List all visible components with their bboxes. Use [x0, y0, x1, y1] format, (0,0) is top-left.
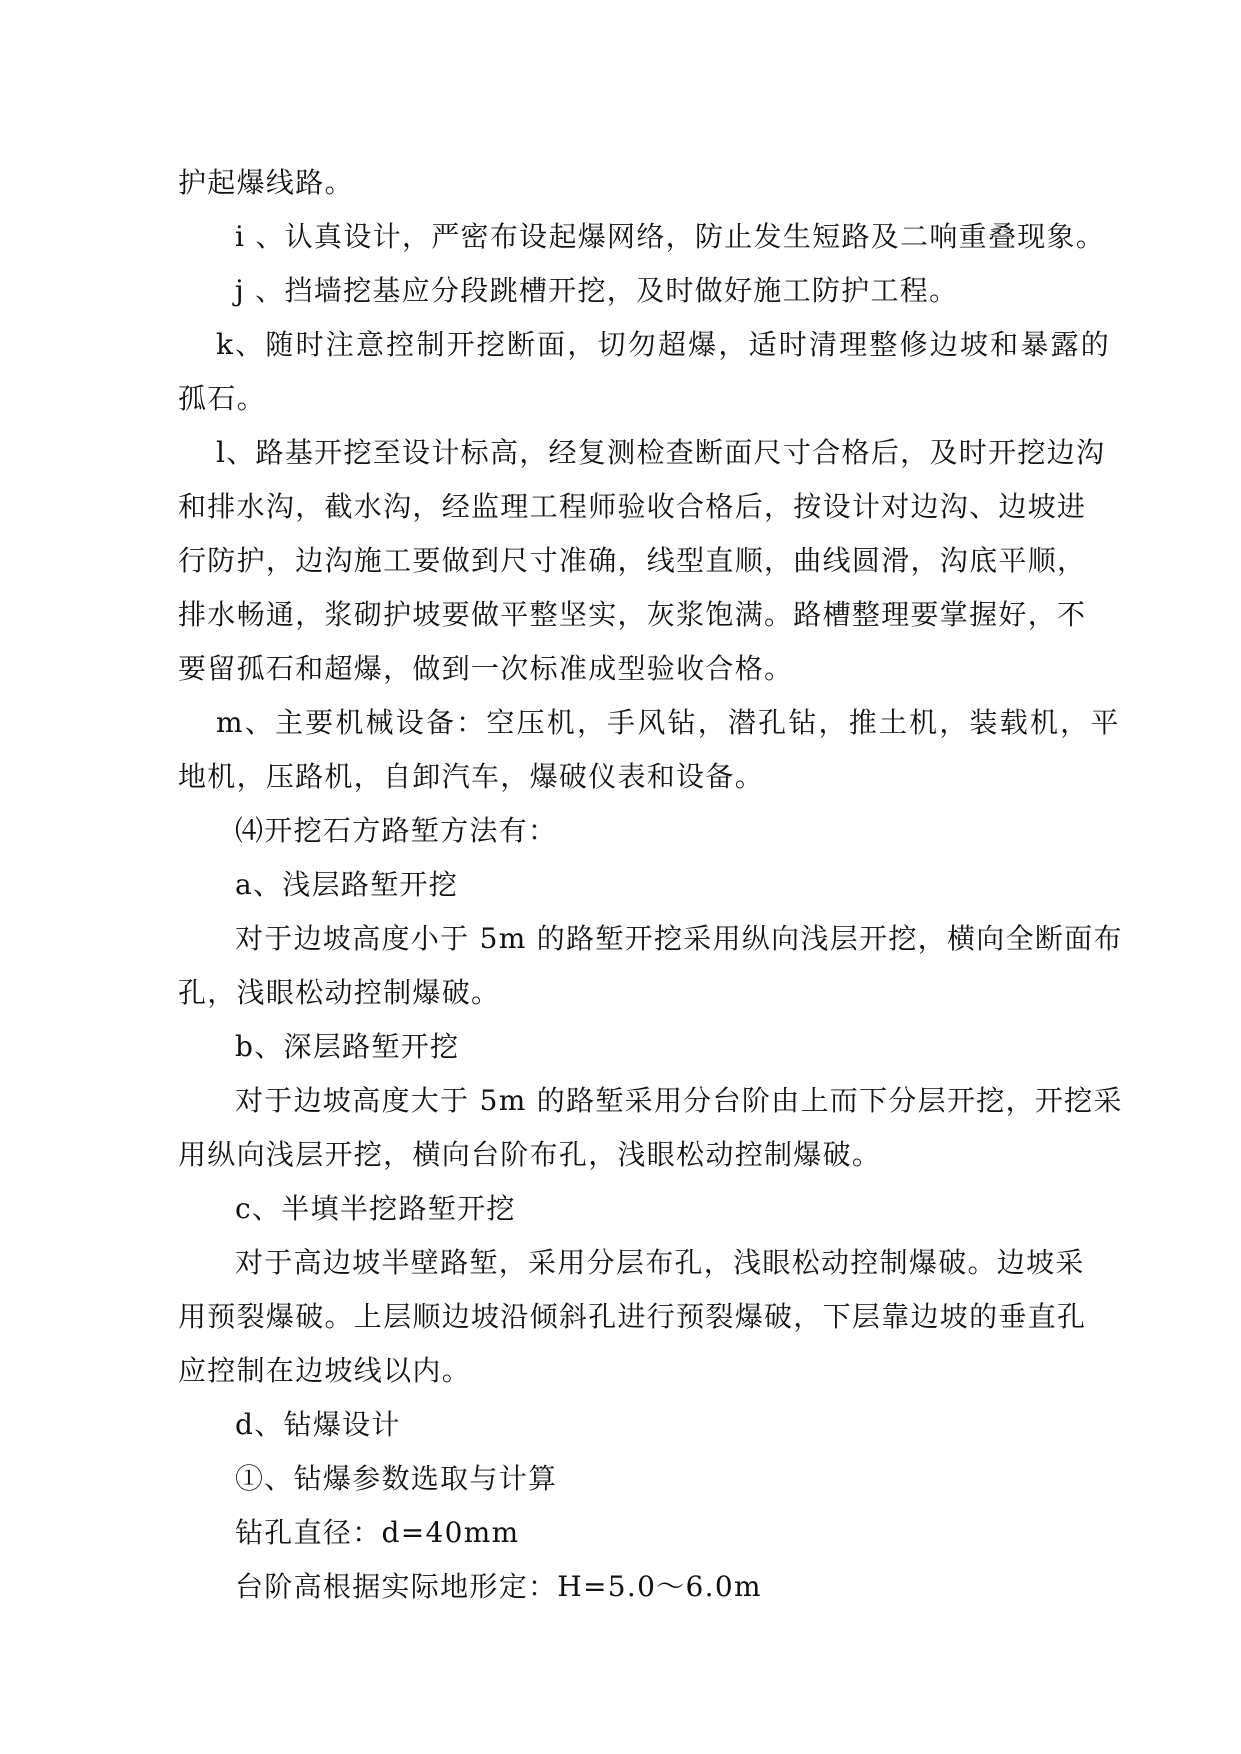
text-line: 孔，浅眼松动控制爆破。	[178, 976, 501, 1009]
text-line: 对于边坡高度大于 5m 的路堑采用分台阶由上而下分层开挖，开挖采	[235, 1084, 1123, 1117]
text-line: 行防护，边沟施工要做到尺寸准确，线型直顺，曲线圆滑，沟底平顺，	[178, 544, 1087, 577]
text-line: j 、挡墙挖基应分段跳槽开挖，及时做好施工防护工程。	[235, 274, 959, 307]
text-line: 对于高边坡半壁路堑，采用分层布孔，浅眼松动控制爆破。边坡采	[235, 1246, 1085, 1279]
text-line: a、浅层路堑开挖	[235, 868, 459, 901]
document-body	[178, 156, 1123, 1614]
text-line: m、主要机械设备：空压机，手风钻，潜孔钻，推土机，装载机，平	[216, 706, 1121, 739]
text-line: 和排水沟，截水沟，经监理工程师验收合格后，按设计对边沟、边坡进	[178, 490, 1087, 523]
text-line: 要留孤石和超爆，做到一次标准成型验收合格。	[178, 652, 794, 685]
text-line: ①、钻爆参数选取与计算	[235, 1462, 558, 1495]
text-line: l、路基开挖至设计标高，经复测检查断面尺寸合格后，及时开挖边沟	[216, 436, 1106, 469]
text-line: 孤石。	[178, 382, 266, 415]
text-line: 用预裂爆破。上层顺边坡沿倾斜孔进行预裂爆破，下层靠边坡的垂直孔	[178, 1300, 1087, 1333]
text-line: 应控制在边坡线以内。	[178, 1354, 472, 1387]
text-line: 排水畅通，浆砌护坡要做平整坚实，灰浆饱满。路槽整理要掌握好，不	[178, 598, 1087, 631]
text-line: c、半填半挖路堑开挖	[235, 1192, 516, 1225]
text-line: 用纵向浅层开挖，横向台阶布孔，浅眼松动控制爆破。	[178, 1138, 882, 1171]
text-line: 地机，压路机，自卸汽车，爆破仪表和设备。	[178, 760, 765, 793]
text-line: d、钻爆设计	[235, 1408, 401, 1441]
text-line: 钻孔直径：d=40mm	[235, 1516, 520, 1549]
text-line: 对于边坡高度小于 5m 的路堑开挖采用纵向浅层开挖，横向全断面布	[235, 922, 1123, 955]
text-line: b、深层路堑开挖	[235, 1030, 460, 1063]
text-line: 台阶高根据实际地形定：H=5.0～6.0m	[235, 1570, 762, 1603]
text-line: ⑷开挖石方路堑方法有：	[235, 814, 558, 847]
text-line: 护起爆线路。	[178, 166, 354, 199]
text-line: i 、认真设计，严密布设起爆网络，防止发生短路及二响重叠现象。	[235, 220, 1106, 253]
text-line: k、随时注意控制开挖断面，切勿超爆，适时清理整修边坡和暴露的	[216, 328, 1111, 361]
